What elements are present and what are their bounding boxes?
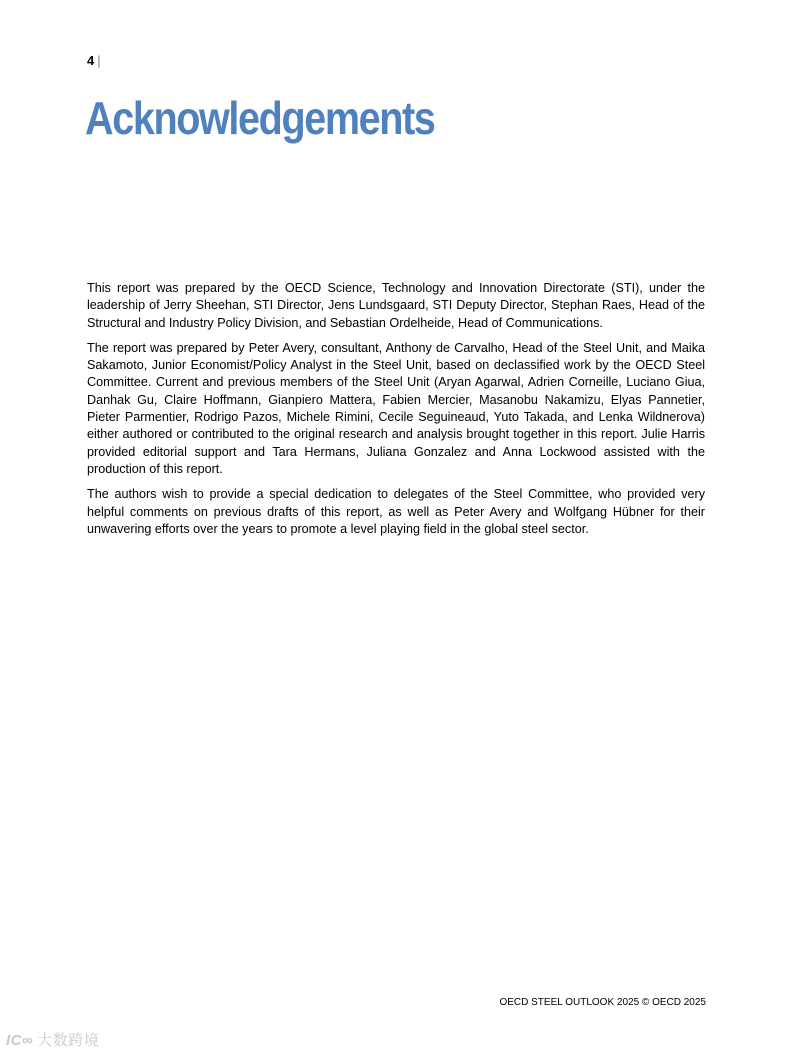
page-footer: OECD STEEL OUTLOOK 2025 © OECD 2025	[499, 997, 706, 1008]
acknowledgements-body	[87, 280, 705, 546]
paragraph-prepared-by-directorate: This report was prepared by the OECD Science, Technology and Innovation Directorate (STI), under the leadership of Jerry Sheehan, STI Director, Jens Lundsgaard, STI Deputy Director, Stephan Raes, Head of the Structural and Industry Policy Division, and Sebastian Ordelheide, Head of Communications.	[87, 281, 705, 330]
watermark-logo	[6, 1031, 99, 1051]
page-number-value: 4	[87, 53, 95, 68]
paragraph-dedication: The authors wish to provide a special dedication to delegates of the Steel Committee, who provided very helpful comments on previous drafts of this report, as well as Peter Avery and Wolfgang Hübner for their unwavering efforts over the years to promote a level playing field in the global steel sector.	[87, 487, 705, 536]
watermark-text: 大数跨境	[37, 1032, 100, 1049]
page-number-separator: |	[97, 53, 101, 68]
watermark-icon: IC∞	[6, 1032, 34, 1049]
paragraph-authors-and-contributors: The report was prepared by Peter Avery, consultant, Anthony de Carvalho, Head of the Steel Unit, and Maika Sakamoto, Junior Economist/Policy Analyst in the Steel Unit, based on declassified work by the OECD Steel Committee. Current and previous members of the Steel Unit (Aryan Agarwal, Adrien Corneille, Luciano Giua, Danhak Gu, Claire Hoffmann, Gianpiero Mattera, Fabien Mercier, Masanobu Nakamizu, Elyas Pannetier, Pieter Parmentier, Rodrigo Pazos, Michele Rimini, Cecile Seguineaud, Yuto Takada, and Lenka Wildnerova) either authored or contributed to the original research and analysis brought together in this report. Julie Harris provided editorial support and Tara Hermans, Juliana Gonzalez and Anna Lockwood assisted with the production of this report.	[87, 340, 705, 476]
page-number	[87, 53, 101, 69]
page-title: Acknowledgements	[85, 92, 435, 144]
